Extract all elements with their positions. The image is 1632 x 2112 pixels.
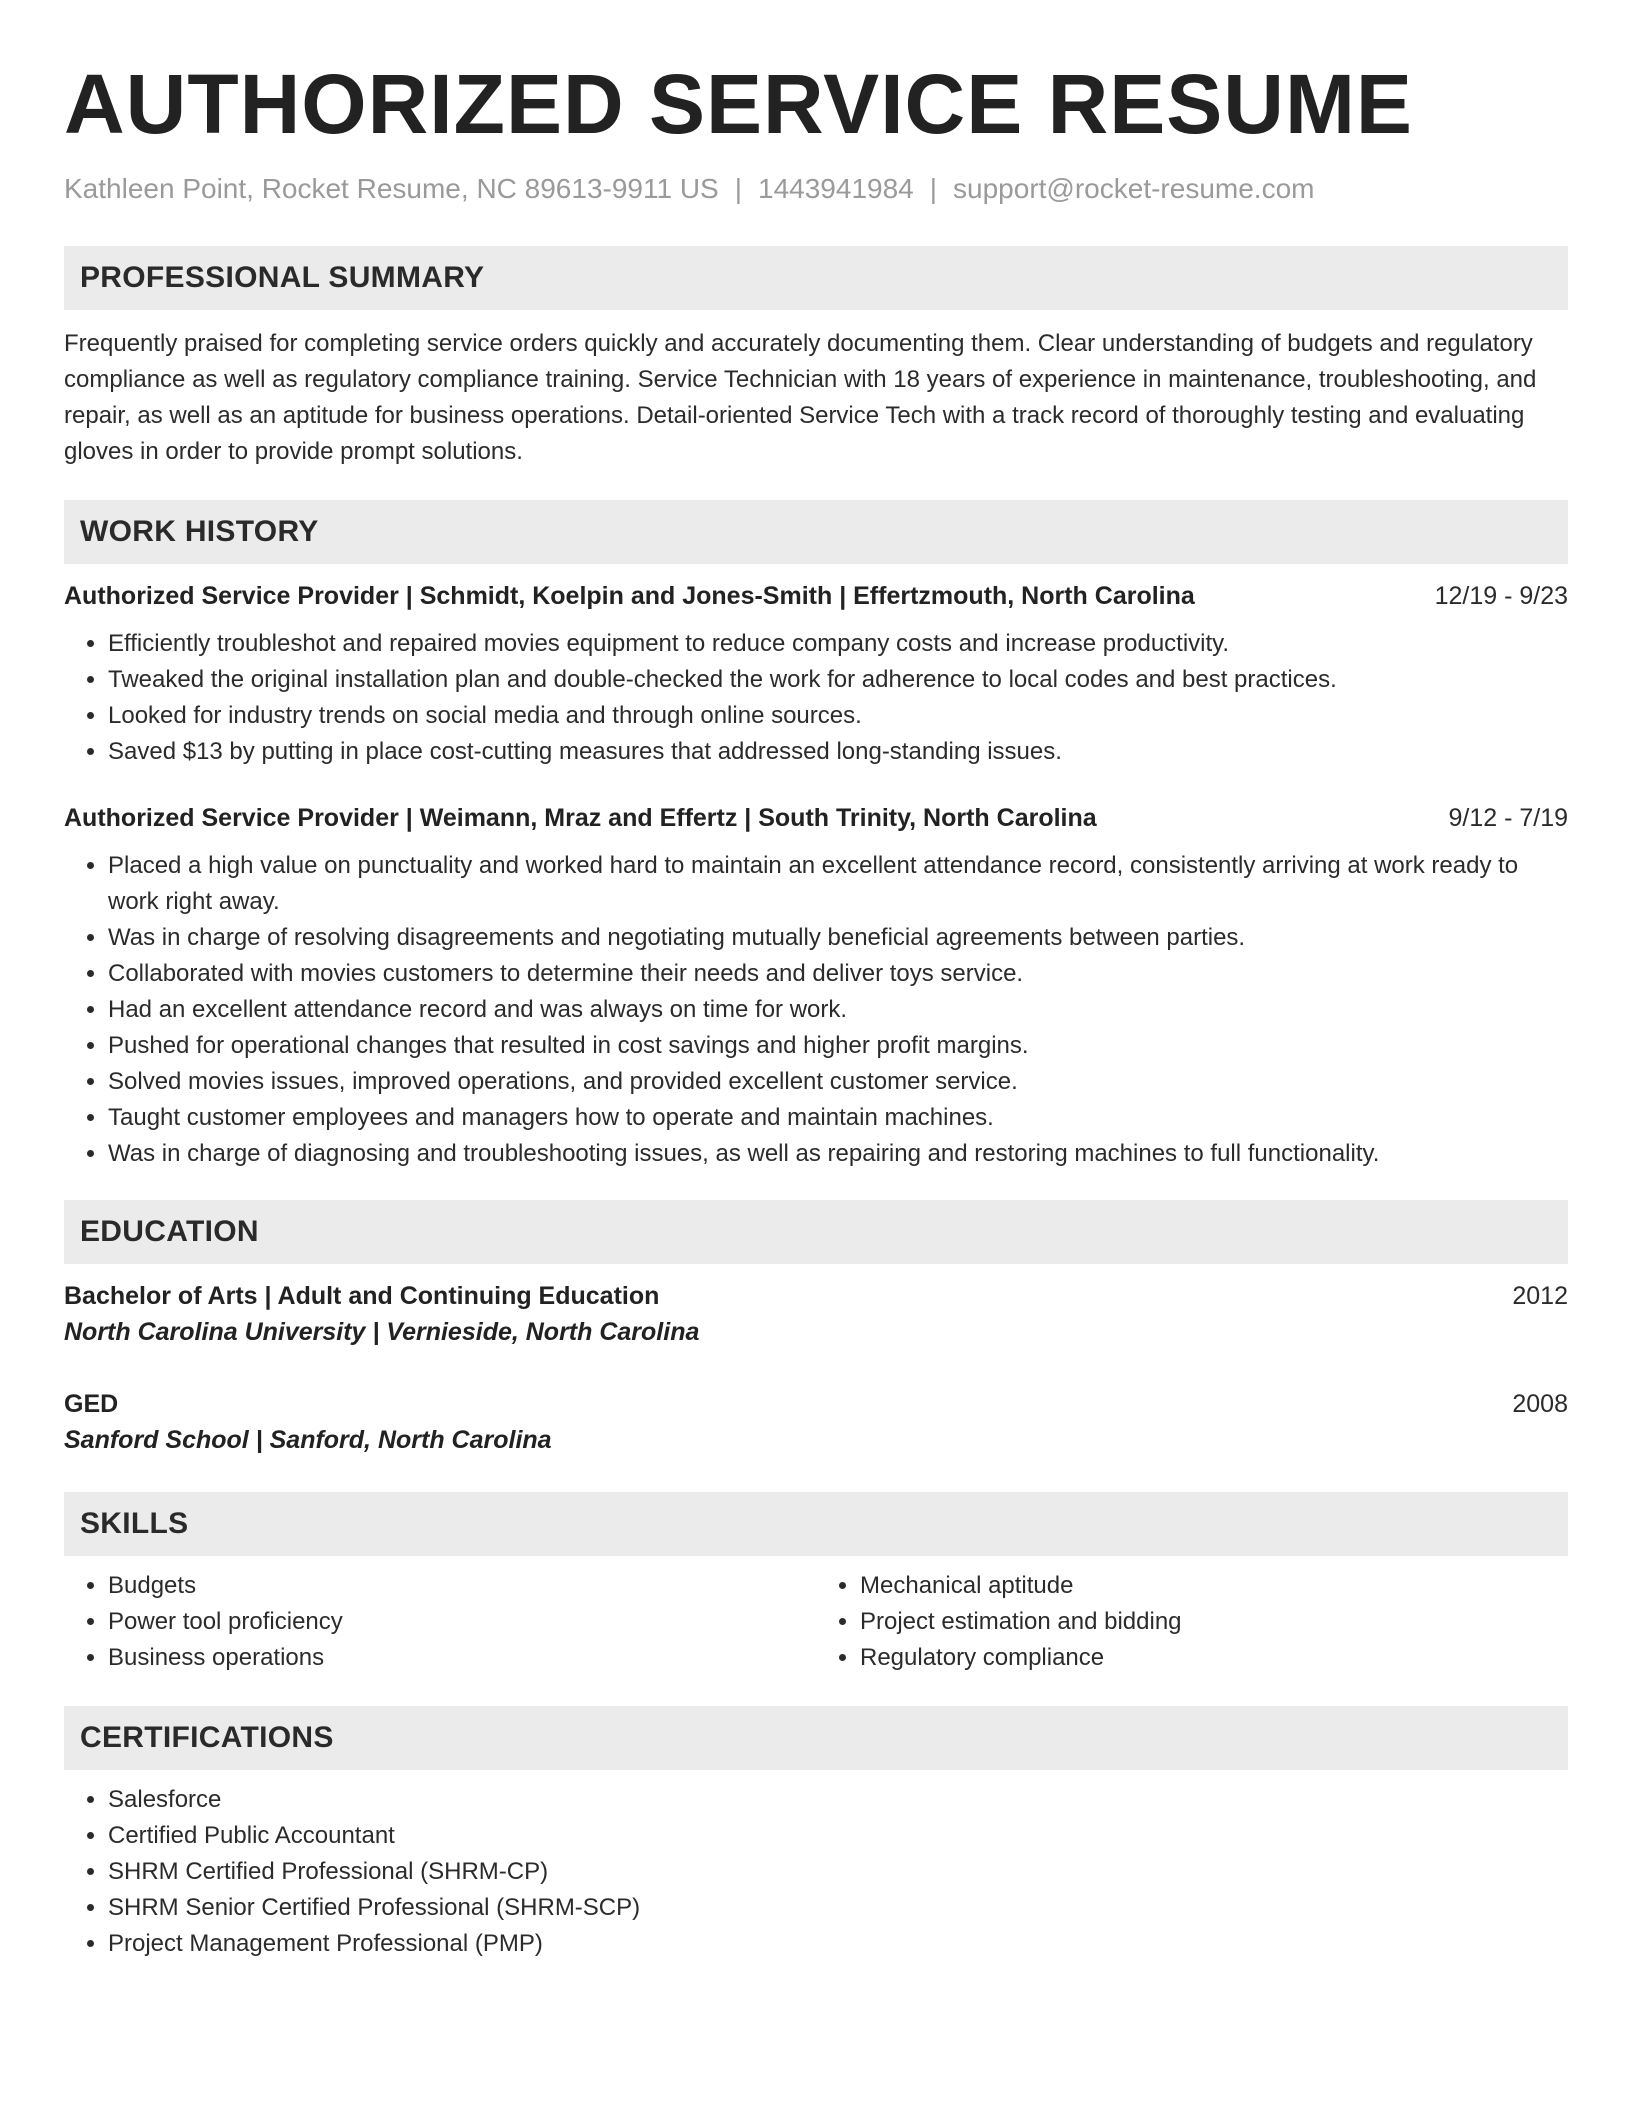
education-year: 2008 [1512,1390,1568,1418]
job-bullet: • Tweaked the original installation plan and double-checked the work for adherence to local codes and best practices. [108,662,1568,698]
skills-grid [64,1568,1568,1676]
certifications-list [64,1782,1568,1962]
section-title: CERTIFICATIONS [80,1721,334,1754]
job-title: Authorized Service Provider | Schmidt, Koelpin and Jones-Smith | Effertzmouth, North Carolina [64,582,1195,610]
certification-item: • SHRM Certified Professional (SHRM-CP) [108,1854,1568,1890]
job-bullet: • Was in charge of diagnosing and troubleshooting issues, as well as repairing and restoring machines to full functionality. [108,1136,1568,1172]
education-entry [64,1386,1568,1458]
job-bullet: • Saved $13 by putting in place cost-cutting measures that addressed long-standing issues. [108,734,1568,770]
job-bullets [64,848,1568,1172]
job-bullet: • Placed a high value on punctuality and worked hard to maintain an excellent attendance record, consistently arriving at work ready to work right away. [108,848,1568,920]
section-header-education [64,1200,1568,1264]
job-bullet: • Was in charge of resolving disagreements and negotiating mutually beneficial agreements between parties. [108,920,1568,956]
section-title: WORK HISTORY [80,515,319,548]
skills-column-right [816,1568,1568,1676]
certification-item: • Certified Public Accountant [108,1818,1568,1854]
contact-email: support@rocket-resume.com [953,173,1315,204]
job-bullet: • Collaborated with movies customers to determine their needs and deliver toys service. [108,956,1568,992]
job-dates: 9/12 - 7/19 [1448,804,1568,832]
education-degree: Bachelor of Arts | Adult and Continuing Education [64,1282,660,1310]
skill-item: • Budgets [108,1568,816,1604]
education-entry [64,1278,1568,1350]
education-school: Sanford School | Sanford, North Carolina [64,1426,552,1454]
certification-item: • Project Management Professional (PMP) [108,1926,1568,1962]
section-header-work-history [64,500,1568,564]
section-header-certifications [64,1706,1568,1770]
job-bullets [64,626,1568,770]
contact-separator: | [929,173,938,204]
skill-item: • Regulatory compliance [860,1640,1568,1676]
job-bullet: • Solved movies issues, improved operations, and provided excellent customer service. [108,1064,1568,1100]
certification-item: • Salesforce [108,1782,1568,1818]
section-title: SKILLS [80,1507,189,1540]
summary-text: Frequently praised for completing service orders quickly and accurately documenting them. Clear understanding of budgets and regulatory compliance as well as regulatory compliance training. Service Technician with 18 years of experience in maintenance, troubleshooting, and repair, as well as an aptitude for business operations. Detail-oriented Service Tech with a track record of thoroughly testing and evaluating gloves in order to provide prompt solutions. [64,330,1537,465]
job-bullet: • Pushed for operational changes that resulted in cost savings and higher profit margins. [108,1028,1568,1064]
section-header-summary [64,246,1568,310]
skill-item: • Mechanical aptitude [860,1568,1568,1604]
education-degree: GED [64,1390,119,1418]
job-header [64,800,1568,836]
job-bullet: • Looked for industry trends on social media and through online sources. [108,698,1568,734]
education-header [64,1278,1568,1314]
education-school: North Carolina University | Vernieside, North Carolina [64,1318,700,1346]
job-entry [64,800,1568,1172]
job-title: Authorized Service Provider | Weimann, Mraz and Effertz | South Trinity, North Carolina [64,804,1097,832]
education-header [64,1386,1568,1422]
section-header-skills [64,1492,1568,1556]
contact-line [64,172,1568,206]
education-year: 2012 [1512,1282,1568,1310]
section-title: PROFESSIONAL SUMMARY [80,261,485,294]
skill-item: • Power tool proficiency [108,1604,816,1640]
contact-separator: | [734,173,743,204]
job-bullet: • Efficiently troubleshot and repaired movies equipment to reduce company costs and increase productivity. [108,626,1568,662]
job-header [64,578,1568,614]
contact-phone: 1443941984 [758,173,914,204]
job-bullet: • Taught customer employees and managers how to operate and maintain machines. [108,1100,1568,1136]
contact-address: Kathleen Point, Rocket Resume, NC 89613-9911 US [64,173,719,204]
skill-item: • Business operations [108,1640,816,1676]
job-entry [64,578,1568,770]
skills-column-left [64,1568,816,1676]
section-title: EDUCATION [80,1215,259,1248]
job-bullet: • Had an excellent attendance record and was always on time for work. [108,992,1568,1028]
skill-item: • Project estimation and bidding [860,1604,1568,1640]
job-dates: 12/19 - 9/23 [1434,582,1568,610]
certification-item: • SHRM Senior Certified Professional (SHRM-SCP) [108,1890,1568,1926]
resume-title: AUTHORIZED SERVICE RESUME [64,57,1413,151]
